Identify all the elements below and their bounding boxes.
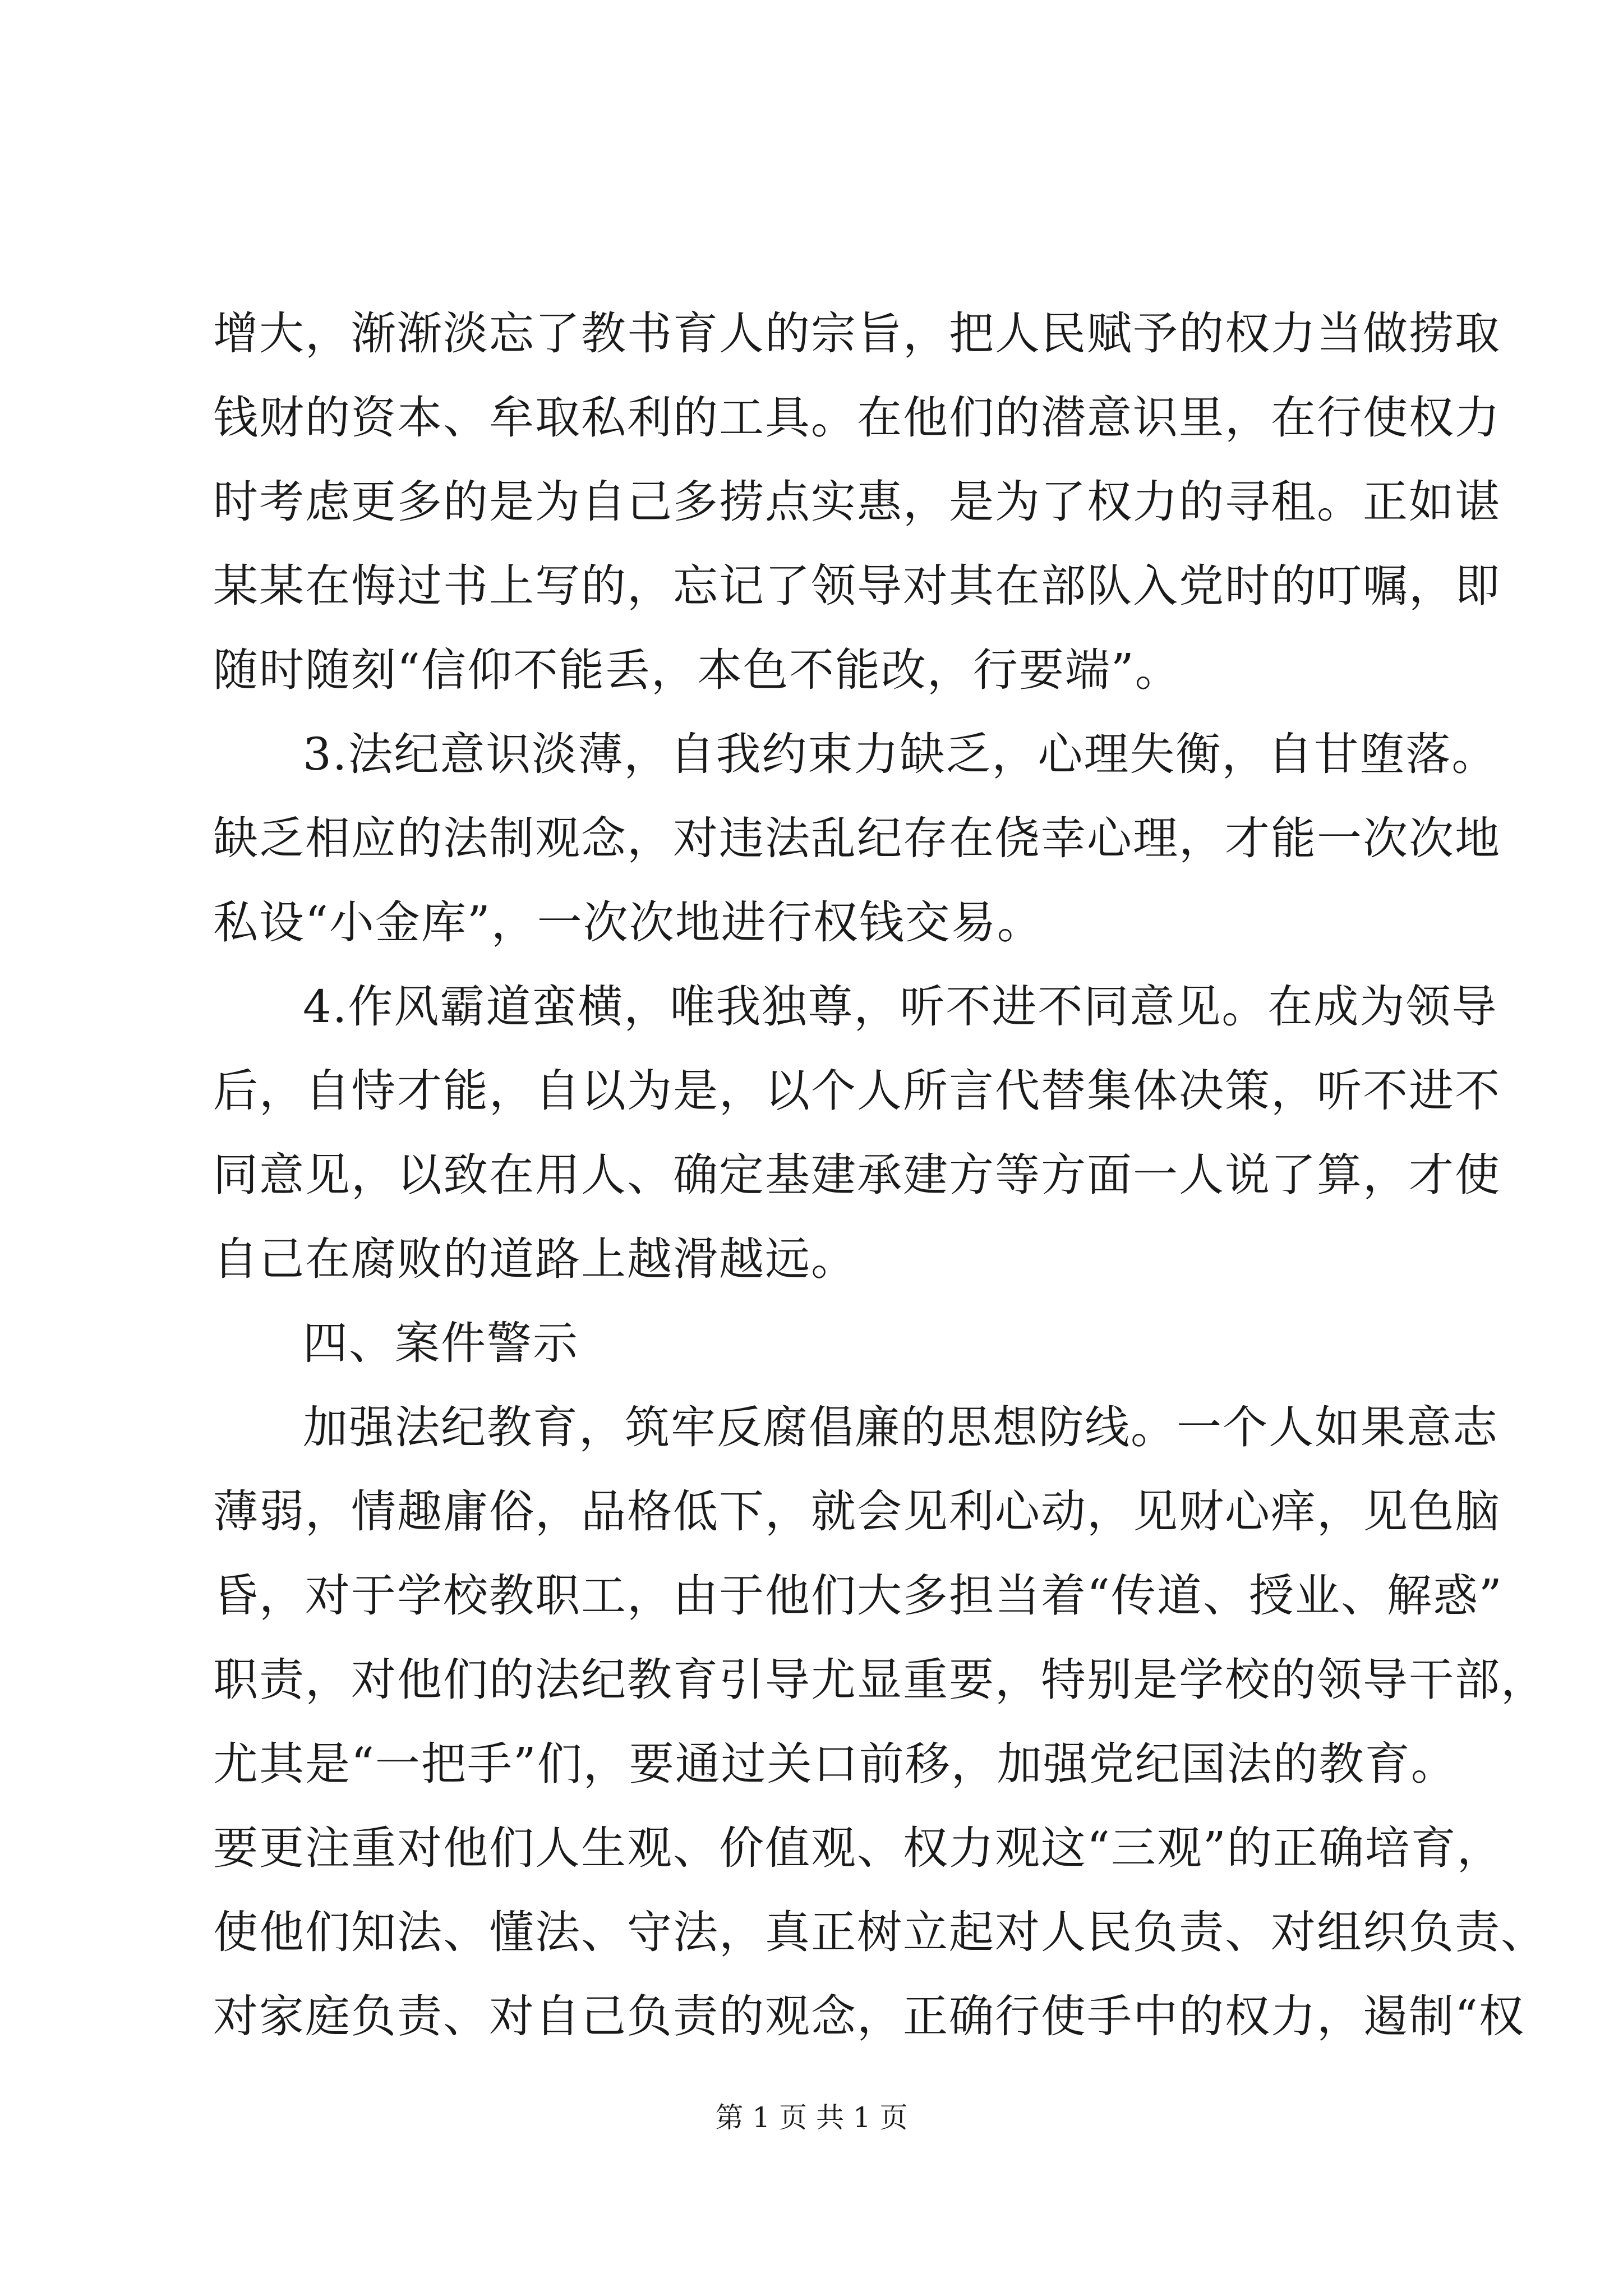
text-line: 钱财的资本、牟取私利的工具。在他们的潜意识里，在行使权力 [213, 392, 1501, 444]
text-line: 昏，对于学校教职工，由于他们大多担当着“传道、授业、解惑” [213, 1570, 1503, 1622]
text-line: 职责，对他们的法纪教育引导尤显重要，特别是学校的领导干部， [213, 1654, 1547, 1706]
text-line: 同意见，以致在用人、确定基建承建方等方面一人说了算，才使 [213, 1149, 1501, 1201]
numbered-paragraph-start: 3.法纪意识淡薄，自我约束力缺乏，心理失衡，自甘堕落。 [303, 728, 1498, 780]
text-line: 薄弱，情趣庸俗，品格低下，就会见利心动，见财心痒，见色脑 [213, 1485, 1501, 1538]
text-line: 自己在腐败的道路上越滑越远。 [213, 1233, 857, 1285]
text-line: 使他们知法、懂法、守法，真正树立起对人民负责、对组织负责、 [213, 1906, 1547, 1958]
text-line: 缺乏相应的法制观念，对违法乱纪存在侥幸心理，才能一次次地 [213, 812, 1501, 864]
text-line: 后，自恃才能，自以为是，以个人所言代替集体决策，听不进不 [213, 1065, 1501, 1117]
text-line: 私设“小金库”，一次次地进行权钱交易。 [213, 896, 1043, 949]
section-heading: 四、案件警示 [303, 1317, 579, 1369]
text-line: 对家庭负责、对自己负责的观念，正确行使手中的权力，遏制“权 [213, 1990, 1525, 2042]
text-line: 时考虑更多的是为自己多捞点实惠，是为了权力的寻租。正如谌 [213, 476, 1501, 528]
text-line: 尤其是“一把手”们，要通过关口前移，加强党纪国法的教育。 [213, 1738, 1457, 1790]
page-footer: 第 1 页 共 1 页 [715, 2101, 908, 2134]
text-line: 增大，渐渐淡忘了教书育人的宗旨，把人民赋予的权力当做捞取 [213, 307, 1501, 360]
numbered-paragraph-start: 4.作风霸道蛮横，唯我独尊，听不进不同意见。在成为领导 [303, 981, 1498, 1033]
text-line: 某某在悔过书上写的，忘记了领导对其在部队入党时的叮嘱，即 [213, 560, 1501, 612]
paragraph-start: 加强法纪教育，筑牢反腐倡廉的思想防线。一个人如果意志 [303, 1401, 1498, 1453]
text-line: 要更注重对他们人生观、价值观、权力观这“三观”的正确培育， [213, 1822, 1503, 1874]
text-line: 随时随刻“信仰不能丢，本色不能改，行要端”。 [213, 644, 1181, 696]
